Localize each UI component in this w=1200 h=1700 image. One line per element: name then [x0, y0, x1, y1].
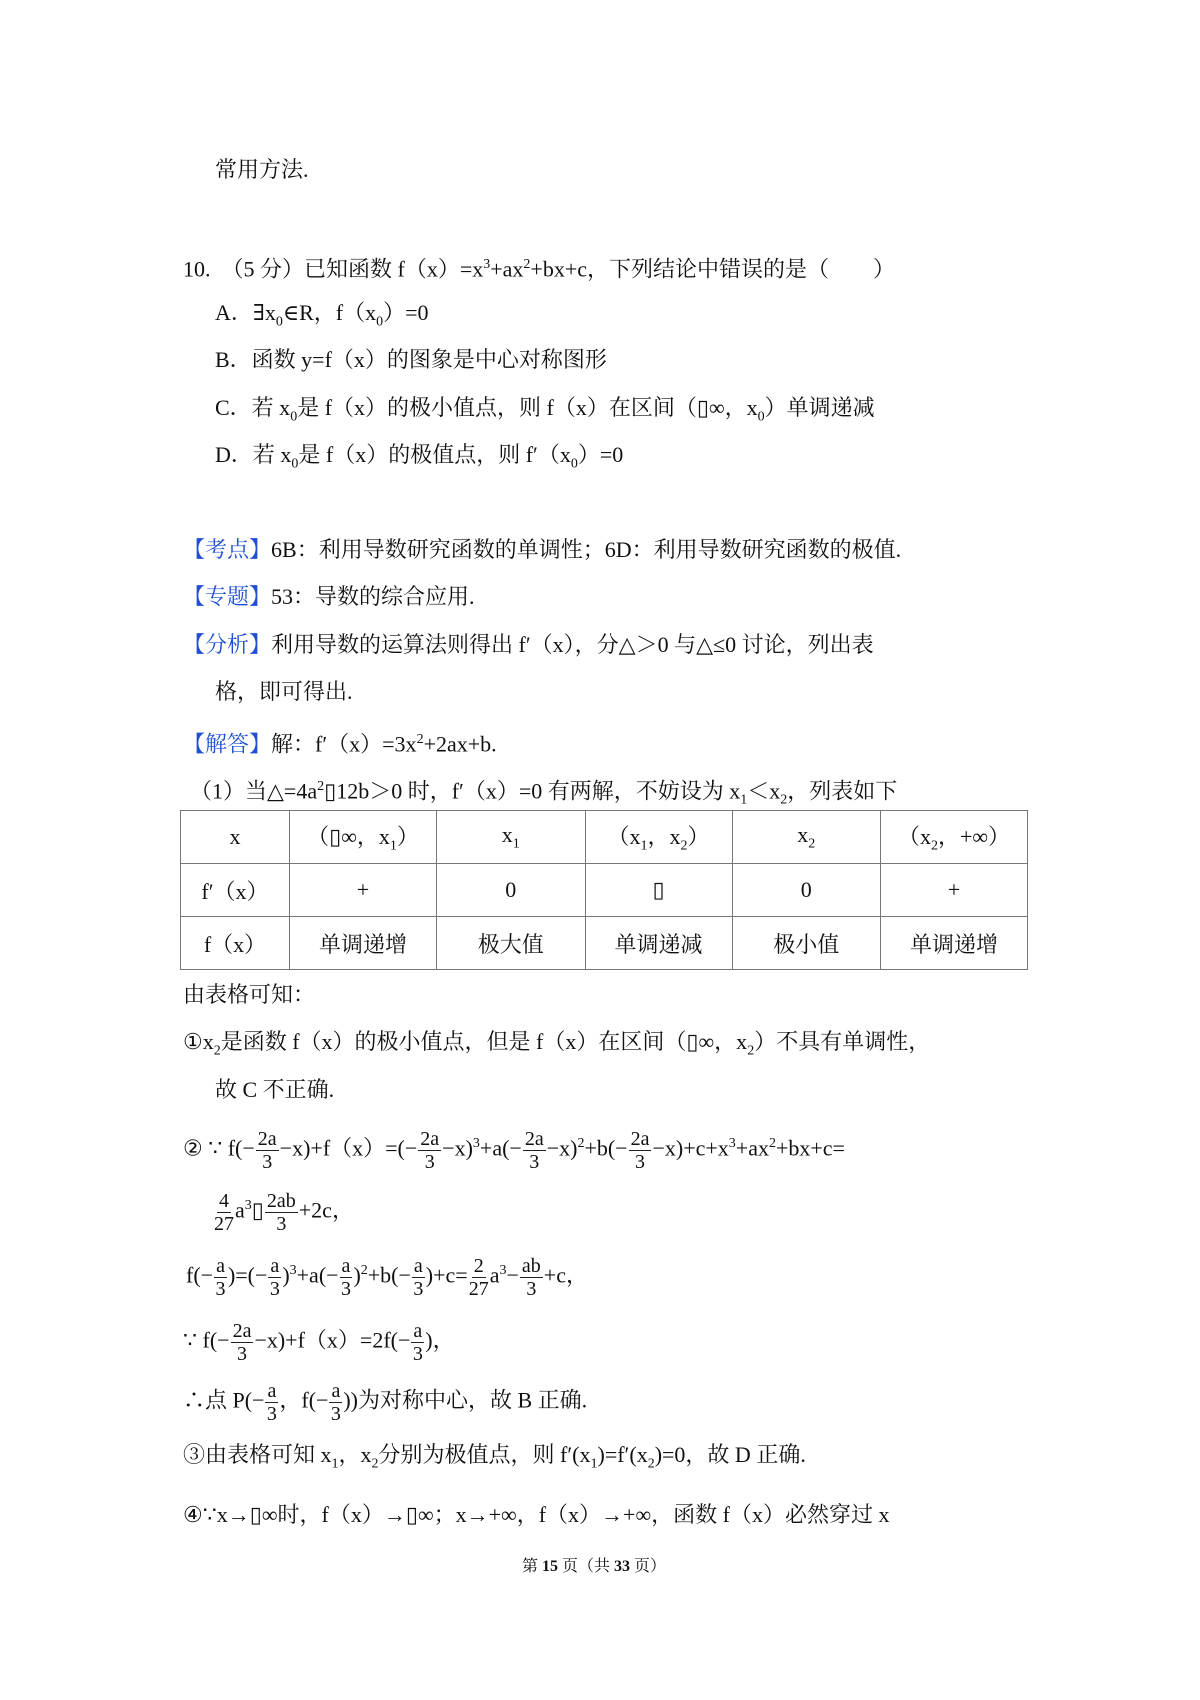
option-b: [215, 345, 607, 375]
subscript: 2: [780, 792, 788, 808]
subscript: 1: [740, 792, 748, 808]
text-segment: +2c，: [298, 1197, 354, 1223]
text-segment: ）=0: [383, 300, 429, 325]
text-segment: B．函数 y=f（x）的图象是中心对称图形: [215, 347, 607, 372]
table-cell: [181, 864, 290, 917]
subscript: 1: [590, 1456, 598, 1472]
superscript: 3: [483, 257, 491, 272]
fraction: [214, 1190, 234, 1235]
table-cell: [732, 917, 881, 970]
text-segment: 单调递减: [614, 931, 703, 957]
subscript: 0: [757, 409, 765, 425]
fenxi-cont: [215, 677, 353, 707]
denominator: 3: [269, 1278, 280, 1300]
table-row: [181, 917, 1028, 970]
text-segment: )，: [425, 1327, 455, 1353]
numerator: 2: [473, 1255, 484, 1277]
text-segment: +a(−: [479, 1135, 522, 1161]
text-segment: 是 f（x）的极小值点，则 f（x）在区间（▯∞，x: [297, 395, 758, 420]
denominator: 3: [424, 1151, 435, 1173]
text-segment: ＜x: [747, 778, 781, 804]
page-footer: [522, 1552, 666, 1582]
table-cell: [181, 917, 290, 970]
section-tag: 【分析】: [183, 632, 272, 657]
fraction: [265, 1190, 298, 1235]
text-segment: )=f′(x: [597, 1442, 648, 1467]
subscript: 1: [389, 838, 397, 854]
text-segment: 0: [505, 877, 517, 902]
fraction: [256, 1128, 279, 1173]
denominator: 3: [237, 1343, 247, 1365]
text-line: [183, 980, 315, 1010]
denominator: 3: [262, 1151, 273, 1173]
numerator: a: [267, 1380, 277, 1402]
point-1-cont: [215, 1075, 334, 1105]
text-segment: +b(−: [367, 1262, 411, 1288]
text-segment: +bx+c，下列结论中错误的是（ ）: [530, 256, 895, 282]
text-segment: 极小值: [773, 931, 840, 957]
text-segment: ）单调递减: [764, 395, 875, 420]
text-segment: a: [489, 1262, 500, 1288]
fraction: [411, 1320, 424, 1365]
text-segment: ② ∵ f(−: [183, 1135, 255, 1161]
subscript: 1: [331, 1456, 339, 1472]
subscript: 2: [680, 838, 688, 854]
zhuanti: [183, 582, 475, 612]
text-line: [215, 155, 309, 185]
denominator: 3: [215, 1278, 226, 1300]
text-segment: ①x: [183, 1029, 214, 1054]
text-segment: （1）当△=4a: [190, 778, 318, 804]
table-cell: [290, 811, 437, 864]
text-segment: +2ax+b.: [423, 731, 497, 757]
superscript: 3: [728, 1136, 736, 1152]
fraction: [329, 1380, 342, 1425]
point-2: [183, 1128, 845, 1173]
text-segment: ，x: [647, 823, 681, 849]
table-cell: [732, 864, 881, 917]
text-segment: +bx+c=: [775, 1135, 845, 1161]
numerator: ab: [521, 1255, 541, 1277]
text-segment: f′（x）: [201, 878, 269, 904]
subscript: 2: [371, 1456, 379, 1472]
numerator: a: [331, 1380, 341, 1402]
superscript: 2: [577, 1136, 585, 1152]
superscript: 2: [416, 732, 424, 747]
text-segment: ▯: [652, 877, 665, 902]
text-segment: 常用方法.: [215, 157, 309, 182]
text-segment: −x): [546, 1135, 578, 1161]
page-number: 33: [614, 1558, 631, 1575]
numerator: 2ab: [266, 1190, 296, 1212]
fraction: [268, 1255, 281, 1300]
fraction: [214, 1255, 227, 1300]
text-segment: −x)+f（x）=2f(−: [254, 1327, 411, 1353]
denominator: 3: [412, 1343, 423, 1365]
table-cell: [881, 917, 1028, 970]
numerator: 4: [219, 1190, 229, 1212]
text-segment: ，列表如下: [787, 778, 898, 804]
point-2-since: [183, 1320, 455, 1365]
point-1: [183, 1027, 930, 1066]
fraction: [340, 1255, 353, 1300]
text-segment: ）: [396, 823, 419, 849]
text-segment: ，x: [338, 1442, 372, 1467]
superscript: 3: [499, 1263, 507, 1279]
subscript: 1: [640, 838, 648, 854]
subscript: 0: [275, 314, 283, 330]
denominator: 3: [529, 1151, 540, 1173]
text-segment: 6B：利用导数研究函数的单调性；6D：利用导数研究函数的极值.: [271, 537, 902, 562]
page-number: 15: [542, 1558, 559, 1575]
denominator: 3: [413, 1278, 424, 1300]
text-segment: 是 f（x）的极值点，则 f′（x: [298, 442, 571, 467]
superscript: 3: [472, 1136, 480, 1152]
table-row: [181, 864, 1028, 917]
subscript: 2: [213, 1043, 221, 1059]
text-segment: ▯: [251, 1197, 264, 1223]
text-segment: ④∵x→▯∞时，f（x）→▯∞；x→+∞，f（x）→+∞，函数 f（x）必然穿过 x: [183, 1502, 890, 1527]
text-segment: f(−: [186, 1262, 214, 1288]
point-3: [183, 1440, 806, 1479]
denominator: 3: [340, 1278, 351, 1300]
text-segment: +ax: [735, 1135, 769, 1161]
subscript: 0: [291, 456, 299, 472]
fraction: [629, 1128, 652, 1173]
question-10: [183, 250, 895, 284]
text-segment: 解：f′（x）=3x: [271, 731, 417, 757]
table-cell: [585, 864, 732, 917]
table-cell: [585, 811, 732, 864]
superscript: 2: [317, 779, 325, 794]
text-segment: −x)+c+x: [652, 1135, 729, 1161]
text-segment: x: [229, 824, 241, 849]
numerator: 2a: [420, 1128, 440, 1150]
text-segment: ): [353, 1262, 361, 1288]
subscript: 0: [290, 409, 298, 425]
superscript: 2: [768, 1136, 776, 1152]
text-segment: f（x）: [203, 931, 267, 957]
table-cell: [881, 864, 1028, 917]
text-segment: 利用导数的运算法则得出 f′（x），分△＞0 与△≤0 讨论，列出表: [271, 632, 874, 657]
text-segment: −x)+f（x）=(−: [279, 1135, 418, 1161]
option-d: [215, 440, 623, 479]
point-2-therefore: [183, 1380, 587, 1425]
option-a: [215, 298, 429, 337]
fraction: [523, 1128, 546, 1173]
text-segment: )=(−: [227, 1262, 268, 1288]
section-tag: 【解答】: [183, 731, 272, 757]
text-segment: ))为对称中心，故 B 正确.: [343, 1387, 588, 1413]
text-segment: )=0，故 D 正确.: [654, 1442, 806, 1467]
text-segment: 故 C 不正确.: [215, 1077, 335, 1102]
text-segment: 是函数 f（x）的极小值点，但是 f（x）在区间（▯∞，x: [220, 1029, 748, 1054]
sign-table: [180, 810, 1028, 970]
point-2-f: [186, 1255, 588, 1300]
numerator: 2a: [232, 1320, 252, 1342]
text-segment: 分别为极值点，则 f′(x: [378, 1442, 591, 1467]
option-c: [215, 393, 875, 432]
superscript: 2: [523, 257, 531, 272]
text-segment: 格，即可得出.: [215, 679, 353, 704]
text-segment: ）不具有单调性，: [754, 1029, 931, 1054]
table-row: [181, 811, 1028, 864]
kaodian: [183, 535, 901, 565]
text-segment: ）=0: [577, 442, 624, 467]
fraction: [265, 1380, 278, 1425]
text-segment: （x: [897, 823, 931, 849]
text-segment: 单调递增: [318, 931, 407, 957]
denominator: 3: [635, 1151, 646, 1173]
text-segment: 10. （5 分）已知函数 f（x）=x: [183, 256, 484, 282]
text-segment: 单调递增: [909, 931, 998, 957]
subscript: 2: [647, 1456, 655, 1472]
point-2-cont: [213, 1190, 354, 1235]
denominator: 3: [266, 1403, 277, 1425]
text-segment: )+c=: [425, 1262, 468, 1288]
text-segment: +ax: [490, 256, 524, 282]
table-cell: [437, 917, 586, 970]
subscript: 2: [747, 1043, 755, 1059]
numerator: a: [413, 1255, 423, 1277]
text-segment: ∵ f(−: [183, 1327, 230, 1353]
text-segment: +b(−: [584, 1135, 628, 1161]
text-segment: ，+∞）: [937, 823, 1011, 849]
table-cell: [181, 811, 290, 864]
subscript: 0: [376, 314, 384, 330]
table-cell: [437, 864, 586, 917]
superscript: 2: [360, 1263, 368, 1279]
denominator: 3: [330, 1403, 341, 1425]
text-segment: x: [501, 821, 513, 847]
text-segment: C．若 x: [215, 395, 291, 420]
text-segment: −: [506, 1262, 519, 1288]
text-segment: +c，: [543, 1262, 588, 1288]
text-segment: A．∃x: [215, 300, 276, 325]
text-segment: ▯12b＞0 时，f′（x）=0 有两解，不妨设为 x: [324, 778, 741, 804]
section-tag: 【考点】: [183, 537, 272, 562]
text-segment: −x): [442, 1135, 473, 1161]
denominator: 3: [526, 1278, 537, 1300]
text-segment: ∈R，f（x: [282, 300, 377, 325]
text-segment: +a(−: [296, 1262, 339, 1288]
fraction: [412, 1255, 425, 1300]
subscript: 0: [570, 456, 578, 472]
numerator: a: [270, 1255, 280, 1277]
table-cell: [290, 917, 437, 970]
table-cell: [437, 811, 586, 864]
text-segment: x: [797, 821, 809, 847]
denominator: 3: [276, 1213, 287, 1235]
numerator: 2a: [630, 1128, 650, 1150]
numerator: 2a: [257, 1128, 277, 1150]
table-cell: [881, 811, 1028, 864]
text-segment: a: [235, 1197, 245, 1223]
text-segment: ，f(−: [279, 1387, 329, 1413]
text-segment: ③由表格可知 x: [183, 1442, 332, 1467]
superscript: 3: [289, 1263, 297, 1279]
point-4: [183, 1500, 889, 1530]
numerator: a: [216, 1255, 225, 1277]
subscript: 2: [808, 836, 816, 852]
numerator: 2a: [524, 1128, 544, 1150]
text-segment: 极大值: [477, 931, 544, 957]
text-segment: 第: [522, 1558, 543, 1575]
subscript: 1: [512, 836, 520, 852]
text-segment: （x: [607, 823, 641, 849]
table-cell: [585, 917, 732, 970]
text-segment: +: [356, 877, 370, 902]
text-segment: ): [282, 1262, 290, 1288]
superscript: 3: [244, 1198, 252, 1214]
numerator: a: [341, 1255, 351, 1277]
text-segment: 0: [800, 877, 812, 902]
fraction: [418, 1128, 441, 1173]
text-segment: 页（共: [558, 1558, 615, 1575]
denominator: 27: [214, 1213, 234, 1235]
text-segment: （▯∞，x: [307, 823, 390, 849]
text-segment: ∴点 P(−: [183, 1387, 265, 1413]
table-cell: [732, 811, 881, 864]
text-segment: 页）: [630, 1558, 667, 1575]
text-segment: 53：导数的综合应用.: [271, 584, 475, 609]
section-tag: 【专题】: [183, 584, 272, 609]
jieda: [183, 725, 497, 759]
denominator: 27: [468, 1278, 489, 1300]
text-segment: ）: [687, 823, 710, 849]
numerator: a: [413, 1320, 423, 1342]
fenxi: [183, 630, 874, 660]
fraction: [520, 1255, 543, 1300]
text-segment: 由表格可知：: [183, 982, 316, 1007]
text-segment: D．若 x: [215, 442, 292, 467]
fraction: [469, 1255, 489, 1300]
text-segment: +: [947, 877, 961, 902]
fraction: [231, 1320, 254, 1365]
table-cell: [290, 864, 437, 917]
subscript: 2: [930, 838, 938, 854]
